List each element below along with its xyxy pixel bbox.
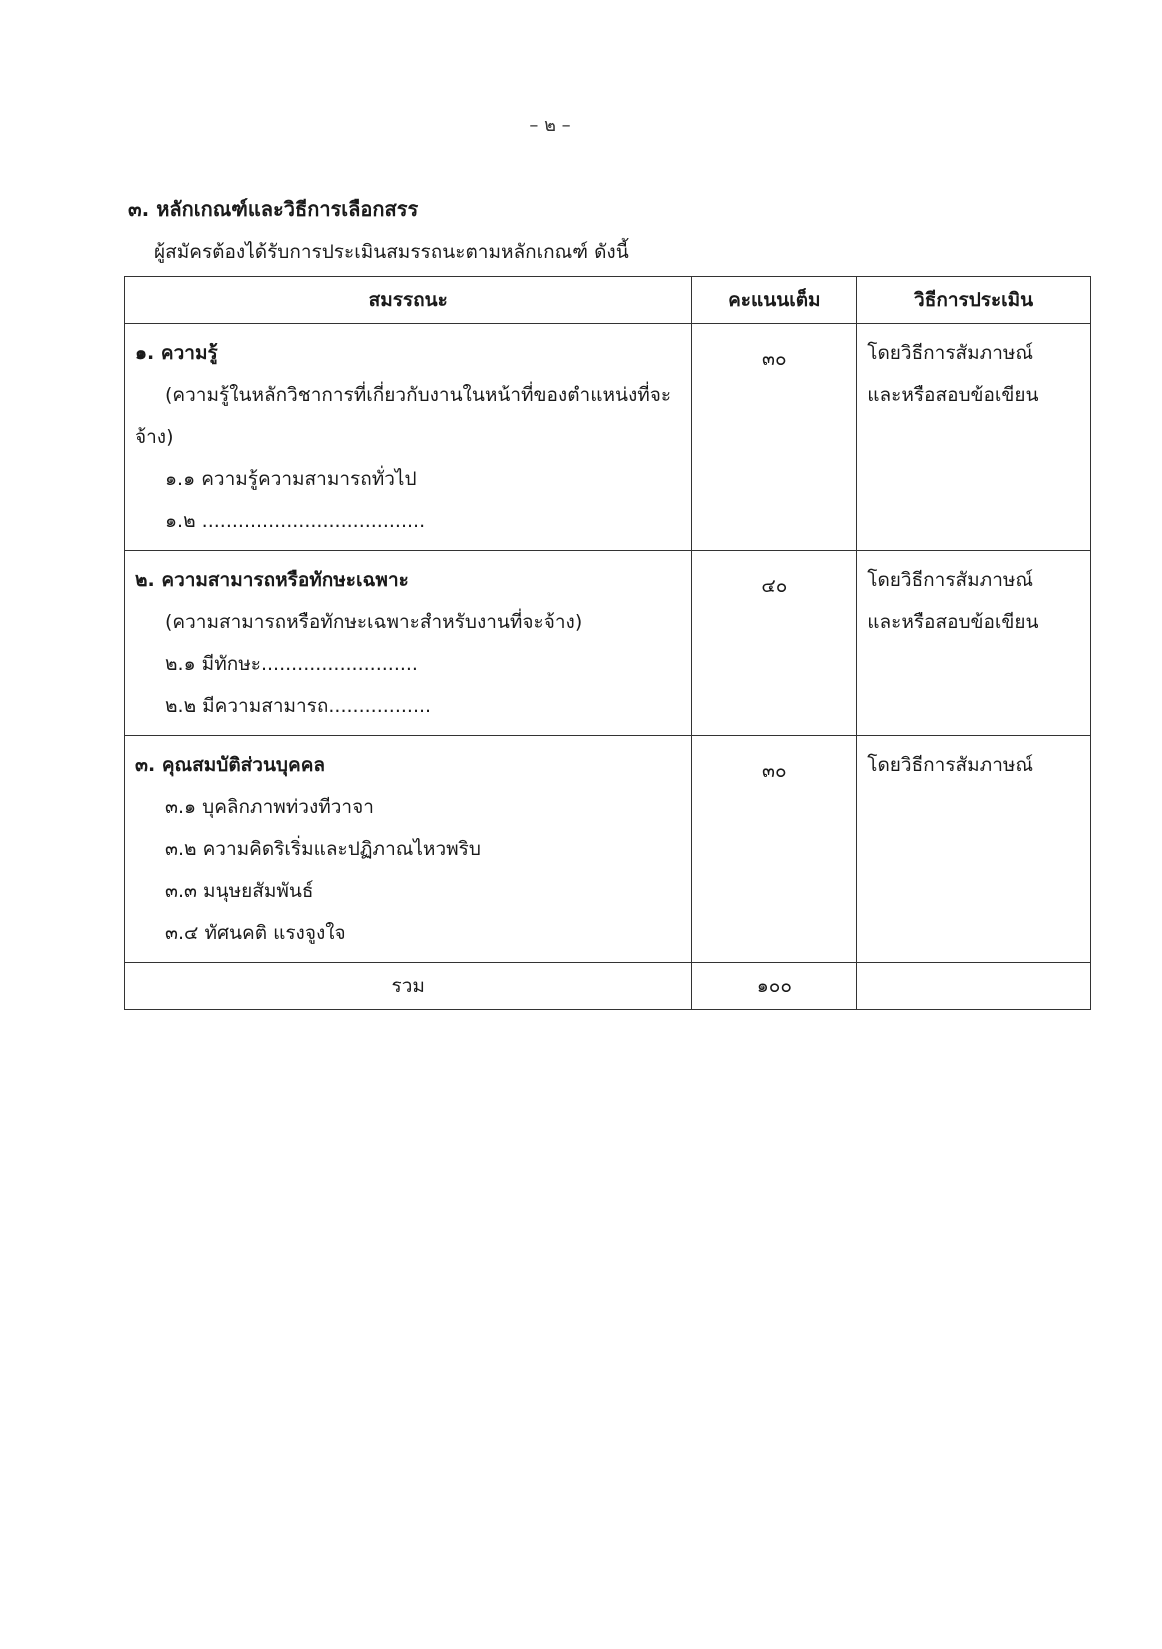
score-cell: ๓๐: [692, 736, 857, 963]
competency-cell: [125, 324, 692, 551]
table-row: [125, 324, 1091, 551]
method-cell: [857, 736, 1091, 963]
method-line: และหรือสอบข้อเขียน: [867, 384, 1039, 406]
competency-sub-item: ๒.๒ มีความสามารถ.................: [165, 695, 432, 717]
section-intro: ผู้สมัครต้องได้รับการประเมินสมรรถนะตามหลักเกณฑ์ ดังนี้: [154, 241, 629, 263]
competency-sub-item: ๓.๔ ทัศนคติ แรงจูงใจ: [165, 922, 346, 944]
total-row: [125, 963, 1091, 1010]
competency-sub-item: ๑.๑ ความรู้ความสามารถทั่วไป: [165, 468, 417, 490]
competency-sub-item: ๑.๒ .....................................: [165, 510, 426, 532]
score-cell: ๓๐: [692, 324, 857, 551]
competency-table: [124, 276, 1091, 1010]
competency-description: (ความสามารถหรือทักษะเฉพาะสำหรับงานที่จะจ้าง): [165, 611, 583, 633]
competency-sub-item: ๓.๒ ความคิดริเริ่มและปฏิภาณไหวพริบ: [165, 838, 481, 860]
competency-title: ๓. คุณสมบัติส่วนบุคคล: [135, 754, 326, 776]
competency-title: ๑. ความรู้: [135, 342, 218, 364]
total-score: ๑๐๐: [692, 963, 857, 1010]
table-row: [125, 551, 1091, 736]
method-line: โดยวิธีการสัมภาษณ์: [867, 754, 1034, 776]
method-cell: [857, 551, 1091, 736]
header-full-score: คะแนนเต็ม: [692, 277, 857, 324]
page-number: – ๒ –: [529, 115, 571, 136]
competency-cell: [125, 551, 692, 736]
method-line: โดยวิธีการสัมภาษณ์: [867, 342, 1034, 364]
competency-title: ๒. ความสามารถหรือทักษะเฉพาะ: [135, 569, 409, 591]
method-line: และหรือสอบข้อเขียน: [867, 611, 1039, 633]
header-method: วิธีการประเมิน: [857, 277, 1091, 324]
method-line: โดยวิธีการสัมภาษณ์: [867, 569, 1034, 591]
competency-cell: [125, 736, 692, 963]
total-method-cell: [857, 963, 1091, 1010]
table-row: [125, 736, 1091, 963]
header-competency: สมรรถนะ: [125, 277, 692, 324]
method-cell: [857, 324, 1091, 551]
competency-sub-item: ๒.๑ มีทักษะ..........................: [165, 653, 418, 675]
section-heading: ๓. หลักเกณฑ์และวิธีการเลือกสรร: [128, 197, 419, 221]
competency-sub-item: ๓.๓ มนุษยสัมพันธ์: [165, 880, 314, 902]
competency-sub-item: ๓.๑ บุคลิกภาพท่วงทีวาจา: [165, 796, 374, 818]
total-label: รวม: [125, 963, 692, 1010]
competency-description: (ความรู้ในหลักวิชาการที่เกี่ยวกับงานในหน้าที่ของตำแหน่งที่จะจ้าง): [135, 384, 672, 448]
table-header-row: [125, 277, 1091, 324]
score-cell: ๔๐: [692, 551, 857, 736]
